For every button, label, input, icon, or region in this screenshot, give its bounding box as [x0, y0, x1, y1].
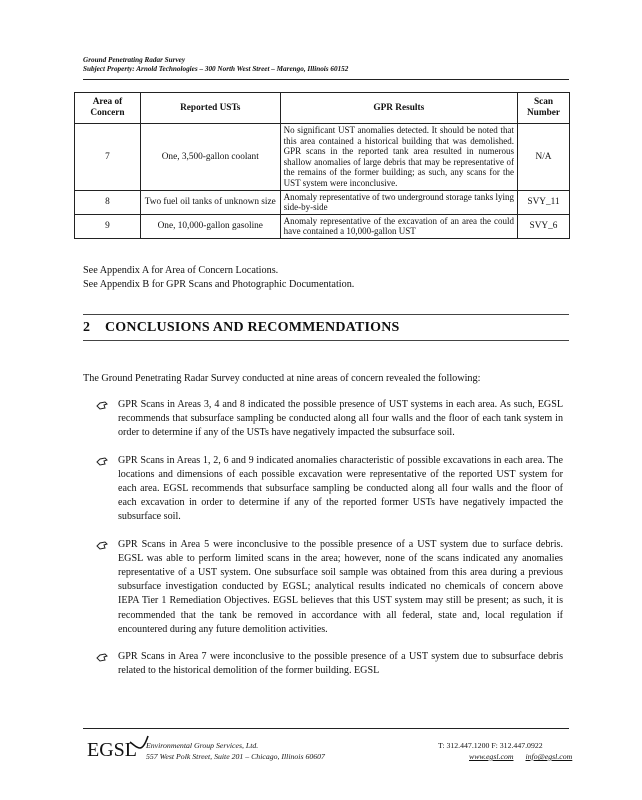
header-divider: [83, 79, 569, 80]
ust-results-table: [74, 92, 570, 239]
cell-area: 9: [75, 214, 141, 238]
section-number: 2: [83, 320, 91, 335]
hand-bullet-icon: [96, 651, 108, 663]
bullet-text: GPR Scans in Area 7 were inconclusive to the possible presence of a UST system due to subsurface debris related to the historical demolition of the former building. EGSL: [118, 651, 563, 677]
list-item: [118, 454, 563, 525]
cell-usts: Two fuel oil tanks of unknown size: [140, 190, 280, 214]
col-header-results: GPR Results: [280, 93, 517, 124]
list-item: [118, 398, 563, 441]
bullet-text: GPR Scans in Areas 3, 4 and 8 indicated the possible presence of UST systems in each area. As such, EGSL recommends that subsurface sampling be conducted along all four walls and the floor of each tank system in order to determine if any of the USTs have negatively impacted the subsurface soil.: [118, 399, 563, 439]
hand-bullet-icon: [96, 399, 108, 411]
cell-results: No significant UST anomalies detected. It should be noted that this area contained a historical building that was demolished. GPR scans in the reported tank area resulted in numerous shallow anomalies of large debris that may be representative of the remains of the former building; as such, any scans for the UST system were inconclusive.: [280, 124, 517, 191]
section-rule-bottom: [83, 340, 569, 341]
section-title: CONCLUSIONS AND RECOMMENDATIONS: [105, 320, 400, 335]
table-row: [75, 190, 570, 214]
cell-usts: One, 10,000-gallon gasoline: [140, 214, 280, 238]
svg-text:EGSL: EGSL: [87, 739, 137, 761]
phone-fax: T: 312.447.1200 F: 312.447.0922: [438, 741, 543, 750]
table-row: [75, 214, 570, 238]
cell-scan: SVY_11: [518, 190, 570, 214]
email-link[interactable]: info@egsl.com: [525, 752, 573, 761]
table-notes: [83, 264, 354, 292]
section-heading: [83, 320, 400, 336]
col-header-scan: Scan Number: [518, 93, 570, 124]
cell-usts: One, 3,500-gallon coolant: [140, 124, 280, 191]
note-appendix-a: See Appendix A for Area of Concern Locations.: [83, 265, 279, 276]
cell-area: 7: [75, 124, 141, 191]
list-item: [118, 650, 563, 678]
conclusions-list: [118, 398, 563, 691]
cell-results: Anomaly representative of two underground storage tanks lying side-by-side: [280, 190, 517, 214]
egsl-logo: [86, 732, 150, 764]
col-header-usts: Reported USTs: [140, 93, 280, 124]
hand-bullet-icon: [96, 539, 108, 551]
table-row: [75, 124, 570, 191]
contact-info: [438, 740, 584, 762]
website-link[interactable]: www.egsl.com: [469, 752, 514, 761]
header-line-2: Subject Property: Arnold Technologies – 300 North West Street – Marengo, Illinois 60152: [83, 65, 349, 73]
table-header-row: [75, 93, 570, 124]
footer-divider: [83, 728, 569, 729]
cell-scan: N/A: [518, 124, 570, 191]
header-line-1: Ground Penetrating Radar Survey: [83, 56, 186, 64]
col-header-area: Area of Concern: [75, 93, 141, 124]
cell-area: 8: [75, 190, 141, 214]
list-item: [118, 538, 563, 637]
cell-scan: SVY_6: [518, 214, 570, 238]
hand-bullet-icon: [96, 455, 108, 467]
bullet-text: GPR Scans in Areas 1, 2, 6 and 9 indicated anomalies characteristic of possible excavations in each area. The locations and dimensions of each possible excavation were representative of the reported UST system for each area. EGSL recommends that subsurface sampling be conducted along all four walls and the floor of each excavation in order to determine if any of the reported former USTs have negatively impacted the subsurface soil.: [118, 454, 563, 523]
note-appendix-b: See Appendix B for GPR Scans and Photographic Documentation.: [83, 279, 355, 290]
page-header: [83, 56, 348, 74]
cell-results: Anomaly representative of the excavation of an area the could have contained a 10,000-gallon UST: [280, 214, 517, 238]
section-rule-top: [83, 314, 569, 315]
firm-address: 557 West Polk Street, Suite 201 – Chicago, Illinois 60607: [146, 752, 325, 761]
intro-paragraph: The Ground Penetrating Radar Survey conducted at nine areas of concern revealed the following:: [83, 373, 481, 384]
firm-name: Environmental Group Services, Ltd.: [146, 741, 259, 750]
bullet-text: GPR Scans in Area 5 were inconclusive to the possible presence of a UST system due to surface debris. EGSL was able to perform limited scans in the area; however, none of the scans indicated any anomalies representative of a UST system. One subsurface soil sample was obtained from this area during a previous subsurface investigation conducted by EGSL; analytical results indicated no chemicals of concern above IEPA Tier 1 Remediation Objectives. EGSL believes that this UST system may still be present; as such, it is recommended that the tank be removed in accordance with all federal, state and, local regulation if encountered during any future demolition activities.: [118, 538, 563, 635]
firm-info: [146, 740, 325, 762]
